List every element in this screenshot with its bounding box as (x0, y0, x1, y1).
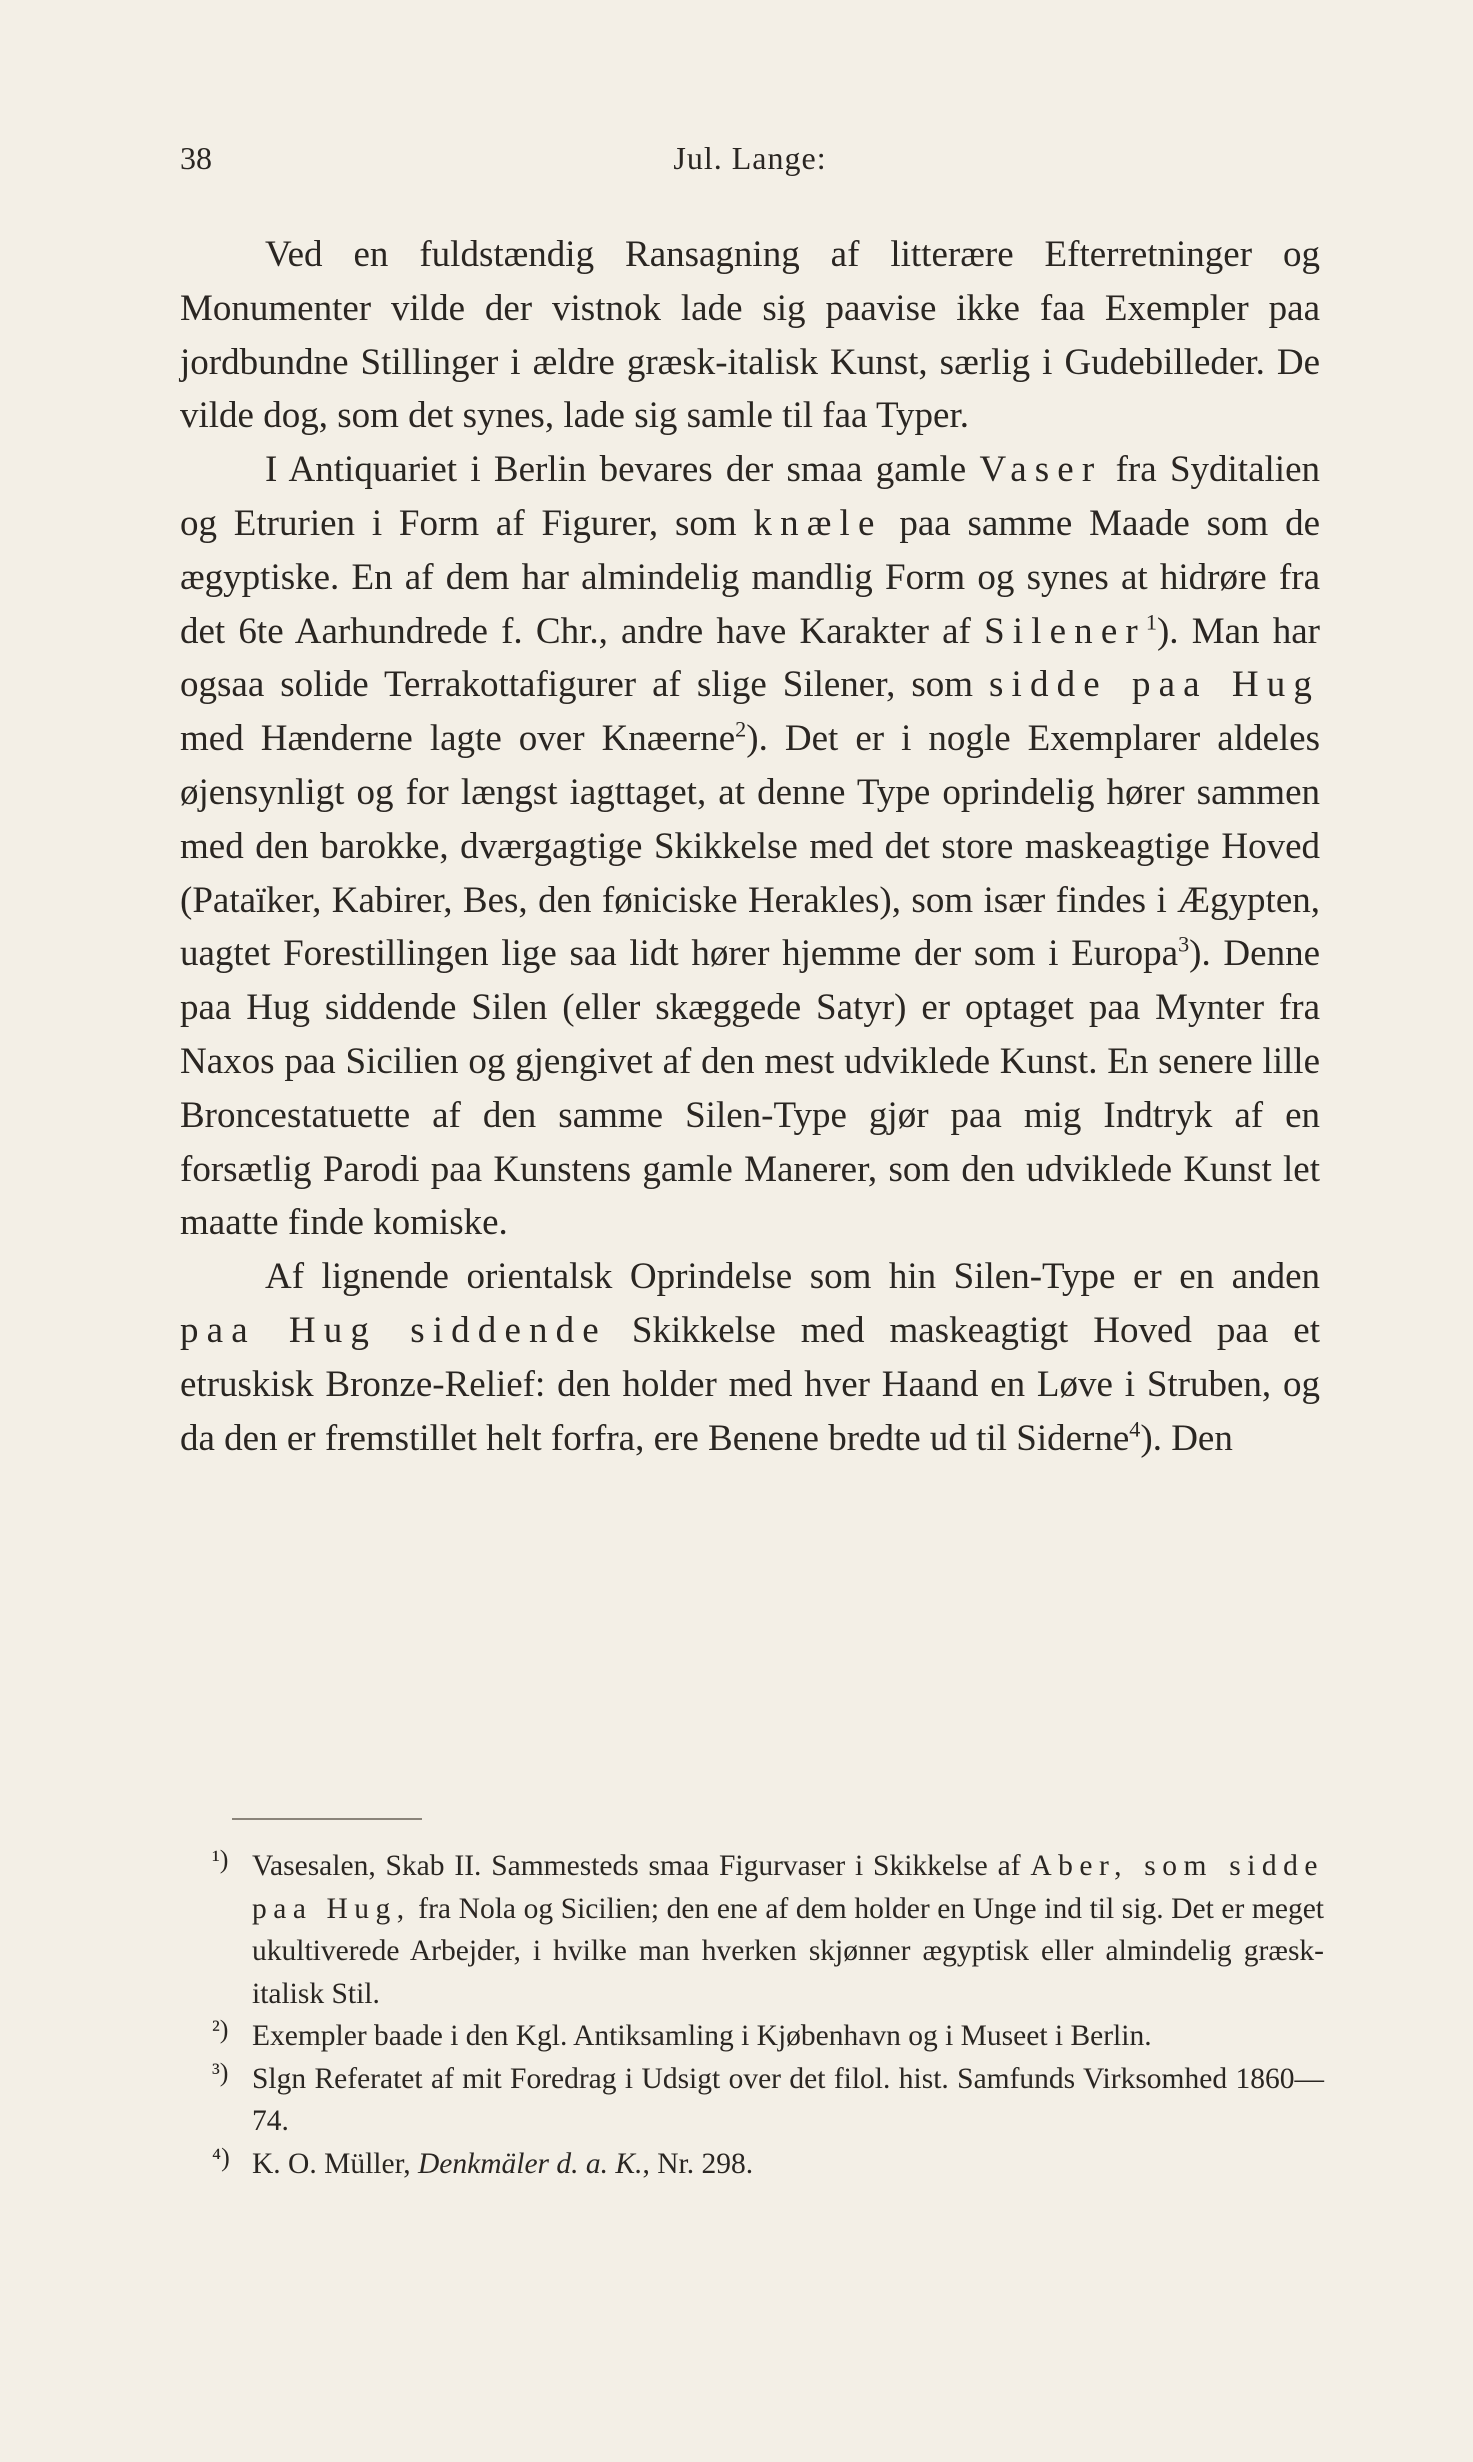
text-run: . Denne paa Hug siddende Silen (eller skæggede Satyr) er optaget paa Mynter fra Naxos paa Sicilien og gjengivet af den mest udviklede Kunst. En senere lille Broncestatuette af den samme Silen-Type gjør paa mig Indtryk af en forsætlig Parodi paa Kunstens gamle Manerer, som den udviklede Kunst let maatte finde komiske. (180, 933, 1320, 1244)
text-run: Skikkelse med maskeagtigt Hoved paa et etruskisk Bronze-Relief: den holder med hver Haand en Løve i Struben, og da den er fremstillet helt forfra, ere Benene bredte ud til Siderne (180, 1309, 1320, 1459)
text-run: Exempler baade i den Kgl. Antiksamling i Kjøbenhavn og i Museet i Berlin. (252, 2020, 1152, 2052)
footnotes (212, 1845, 1324, 2185)
footnote-divider (232, 1818, 422, 1820)
footnote-2 (212, 2015, 1324, 2058)
page-number: 38 (180, 140, 212, 176)
spaced-text: paa Hug siddende (180, 1309, 607, 1351)
running-head: Jul. Lange: (673, 140, 827, 176)
footnote-3 (212, 2058, 1324, 2143)
page-header (180, 140, 1320, 190)
main-text (180, 228, 1320, 1465)
footnote-ref: 3 (1178, 932, 1190, 958)
text-run: paa samme Maade som de ægyptiske. En af dem har almindelig mandlig Form og synes at hidrøre fra det 6te Aarhundrede f. Chr., andre have Karakter af (180, 502, 1320, 652)
paragraph-1: Ved en fuldstændig Ransagning af litterære Efterretninger og Monumenter vilde der vistnok lade sig paavise ikke faa Exempler paa jordbundne Stillinger i ældre græsk-italisk Kunst, særlig i Gudebilleder. De vilde dog, som det synes, lade sig samle til faa Typer. (180, 234, 1320, 437)
footnote-marker: ²) (212, 2015, 229, 2044)
text-run: fra Syditalien og Etrurien i Form af Figurer, som (180, 449, 1320, 544)
footnote-ref: 4 (1129, 1416, 1141, 1442)
spaced-text: Vaser (979, 449, 1103, 491)
text-run: med Hænderne lagte over Knæerne (180, 718, 736, 760)
footnote-ref: 1 (1145, 609, 1157, 635)
text-run: fra Nola og Sicilien; den ene af dem holder en Unge ind til sig. Det er meget ukultiverede Arbejder, i hvilke man hverken skjønner ægyptisk eller almindelig græsk-italisk Stil. (252, 1892, 1324, 2010)
footnote-marker: ¹) (212, 1845, 229, 1874)
text-run: , Nr. 298. (642, 2147, 754, 2180)
footnote-marker: ³) (212, 2057, 229, 2087)
spaced-text: Aber, som sidde paa Hug, (252, 1850, 1324, 1925)
text-run: . Det er i nogle Exemplarer aldeles øjensynligt og for længst iagttaget, at denne Type oprindelig hører sammen med den barokke, dværgagtige Skikkelse med det store maskeagtige Hoved (Pataïker, Kabirer, Bes, den føniciske Herakles), som især findes i Ægypten, uagtet Forestillingen lige saa lidt hører hjemme der som i Europa (180, 718, 1320, 975)
spaced-text: knæle (753, 502, 883, 544)
footnote-ref: 2 (735, 716, 747, 742)
text-run: Af lignende orientalsk Oprindelse som hin Silen-Type er en anden (265, 1256, 1320, 1298)
text-run: Vasesalen, Skab II. Sammesteds smaa Figurvaser i Skikkelse af (252, 1850, 1021, 1882)
text-run: . Den (1152, 1417, 1233, 1459)
text-run: I Antiquariet i Berlin bevares der smaa gamle (265, 449, 967, 491)
italic-title: Denkmäler d. a. K. (417, 2147, 643, 2180)
spaced-text: sidde paa Hug (989, 664, 1321, 706)
text-run: Slgn Referatet af mit Foredrag i Udsigt over det filol. hist. Samfunds Virksomhed 1860—74. (252, 2062, 1324, 2137)
text-run: . Man har ogsaa solide Terrakottafigurer af slige Silener, som (180, 610, 1321, 706)
paragraph-2: I Antiquariet i Berlin bevares der smaa gamle Vaser fra Syditalien og Etrurien i Form af Figurer, som knæle paa samme Maade som de ægyptiske. En af dem har almindelig mandlig Form og synes at hidrøre fra det 6te Aarhundrede f. Chr., andre have Karakter af Silener$^1$). Man har ogsaa solide Terrakottafigurer af slige Silener, som sidde paa Hug med Hænderne lagte over Knæerne$^2$). Det er i nogle Exemplarer aldeles øjensynligt og for længst iagttaget, at denne Type oprindelig hører sammen med den barokke, dværgagtige Skikkelse med det store maskeagtige Hoved (Pataïker, Kabirer, Bes, den føniciske Herakles), som især findes i Ægypten, uagtet Forestillingen lige saa lidt hører hjemme der som i Europa$^3$). Denne paa Hug siddende Silen (eller skæggede Satyr) er optaget paa Mynter fra Naxos paa Sicilien og gjengivet af den mest udviklede Kunst. En senere lille Broncestatuette af den samme Silen-Type gjør paa mig Indtryk af en forsætlig Parodi paa Kunstens gamle Manerer, som den udviklede Kunst let maatte finde komiske. (180, 449, 1321, 1244)
spaced-text: Silener (984, 610, 1146, 652)
paragraph-3: Af lignende orientalsk Oprindelse som hin Silen-Type er en anden paa Hug siddende Skikkelse med maskeagtigt Hoved paa et etruskisk Bronze-Relief: den holder med hver Haand en Løve i Struben, og da den er fremstillet helt forfra, ere Benene bredte ud til Siderne$^4$). Den (180, 1256, 1320, 1459)
footnote-1 (212, 1845, 1324, 2015)
footnote-marker: ⁴) (212, 2142, 230, 2172)
text-run: K. O. Müller, (252, 2147, 411, 2180)
footnote-4 (212, 2143, 1324, 2186)
